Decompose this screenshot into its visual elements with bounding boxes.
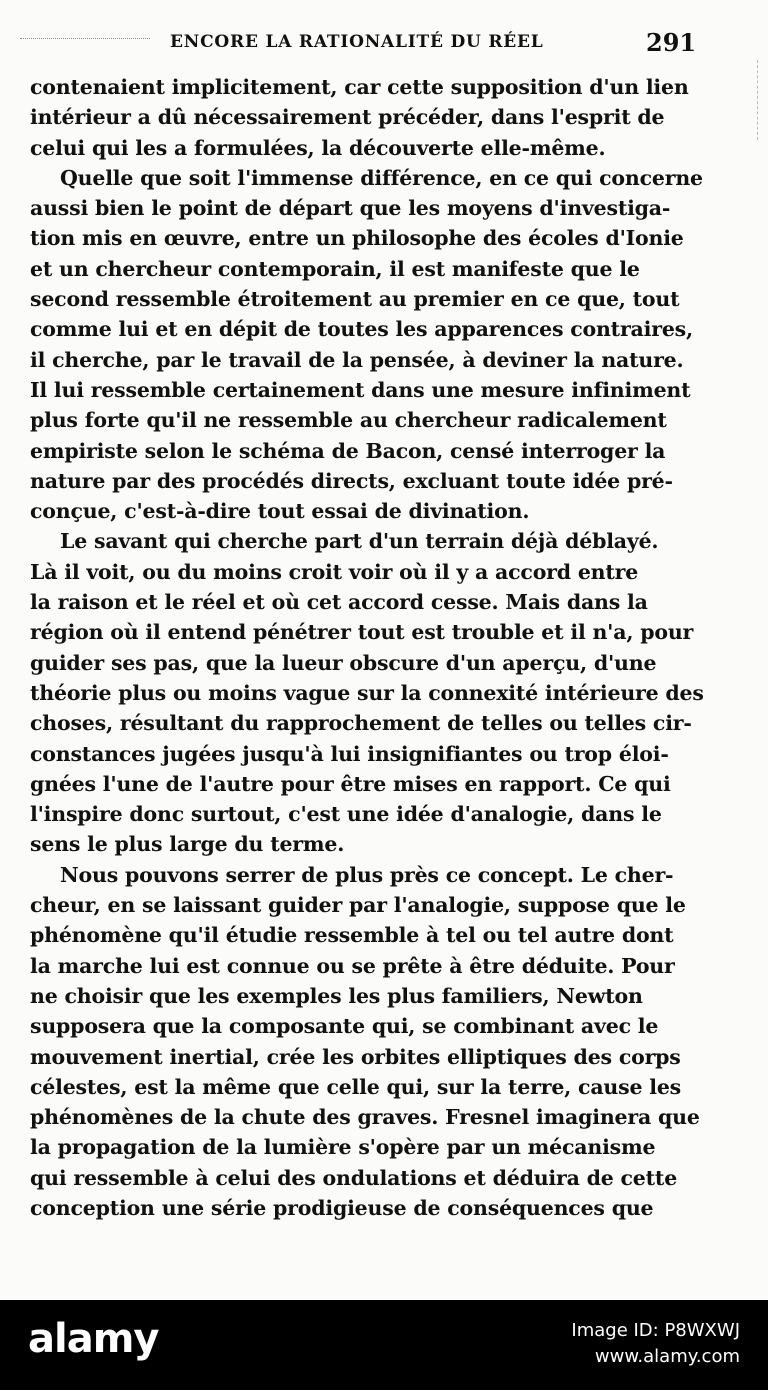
text-line: la propagation de la lumière s'opère par un mécanisme	[30, 1135, 656, 1160]
text-line: Quelle que soit l'immense différence, en ce qui concerne	[60, 165, 703, 190]
text-line: second ressemble étroitement au premier en ce que, tout	[30, 287, 680, 312]
text-line: la marche lui est connue ou se prête à être déduite. Pour	[30, 953, 675, 978]
page-header	[0, 28, 768, 58]
text-line: région où il entend pénétrer tout est trouble et il n'a, pour	[30, 620, 694, 645]
text-line: célestes, est la même que celle qui, sur la terre, cause les	[30, 1074, 682, 1099]
text-line: guider ses pas, que la lueur obscure d'un aperçu, d'une	[30, 650, 657, 675]
text-line: et un chercheur contemporain, il est manifeste que le	[30, 256, 640, 281]
text-line: il cherche, par le travail de la pensée, à deviner la nature.	[30, 347, 684, 372]
margin-marks	[747, 60, 758, 140]
text-line: Il lui ressemble certainement dans une mesure infiniment	[30, 377, 691, 402]
text-line: Là il voit, ou du moins croit voir où il y a accord entre	[30, 559, 639, 584]
watermark-footer	[0, 1300, 768, 1390]
text-line: comme lui et en dépit de toutes les apparences contraires,	[30, 317, 693, 342]
text-line: qui ressemble à celui des ondulations et déduira de cette	[30, 1165, 678, 1190]
text-line: choses, résultant du rapprochement de telles ou telles cir-	[30, 711, 692, 736]
text-line: constances jugées jusqu'à lui insignifiantes ou trop éloi-	[30, 741, 669, 766]
alamy-logo: alamy	[28, 1316, 159, 1362]
text-line: plus forte qu'il ne ressemble au chercheur radicalement	[30, 408, 667, 433]
image-id: Image ID: P8WXWJ	[571, 1320, 740, 1341]
text-line: tion mis en œuvre, entre un philosophe des écoles d'Ionie	[30, 226, 684, 251]
text-line: Nous pouvons serrer de plus près ce concept. Le cher-	[60, 862, 674, 887]
text-line: ne choisir que les exemples les plus familiers, Newton	[30, 983, 643, 1008]
text-line: sens le plus large du terme.	[30, 832, 345, 857]
text-line: empiriste selon le schéma de Bacon, censé interroger la	[30, 438, 666, 463]
text-line: aussi bien le point de départ que les moyens d'investiga-	[30, 196, 671, 221]
running-title: ENCORE LA RATIONALITÉ DU RÉEL	[170, 32, 544, 52]
text-line: conception une série prodigieuse de conséquences que	[30, 1195, 654, 1220]
text-line: phénomène qu'il étudie ressemble à tel ou tel autre dont	[30, 923, 674, 948]
text-line: contenaient implicitement, car cette supposition d'un lien	[30, 75, 689, 99]
text-line: phénomènes de la chute des graves. Fresnel imaginera que	[30, 1105, 700, 1130]
text-line: l'inspire donc surtout, c'est une idée d'analogie, dans le	[30, 802, 662, 827]
text-line: théorie plus ou moins vague sur la connexité intérieure des	[30, 680, 704, 705]
text-line: mouvement inertial, crée les orbites elliptiques des corps	[30, 1044, 681, 1069]
header-rule	[20, 38, 150, 40]
text-line: celui qui les a formulées, la découverte elle-même.	[30, 135, 606, 160]
text-line: supposera que la composante qui, se combinant avec le	[30, 1014, 659, 1039]
text-line: gnées l'une de l'autre pour être mises en rapport. Ce qui	[30, 771, 671, 796]
text-line: nature par des procédés directs, excluant toute idée pré-	[30, 468, 673, 493]
text-line: Le savant qui cherche part d'un terrain déjà déblayé.	[60, 529, 659, 554]
site-url: www.alamy.com	[594, 1346, 740, 1367]
text-line: la raison et le réel et où cet accord cesse. Mais dans la	[30, 590, 648, 615]
text-line: cheur, en se laissant guider par l'analogie, suppose que le	[30, 893, 686, 918]
footer-info	[571, 1318, 740, 1370]
body-text	[30, 72, 730, 1223]
page-number: 291	[646, 28, 697, 57]
text-line: intérieur a dû nécessairement précéder, dans l'esprit de	[30, 105, 665, 130]
text-line: conçue, c'est-à-dire tout essai de divination.	[30, 499, 530, 524]
